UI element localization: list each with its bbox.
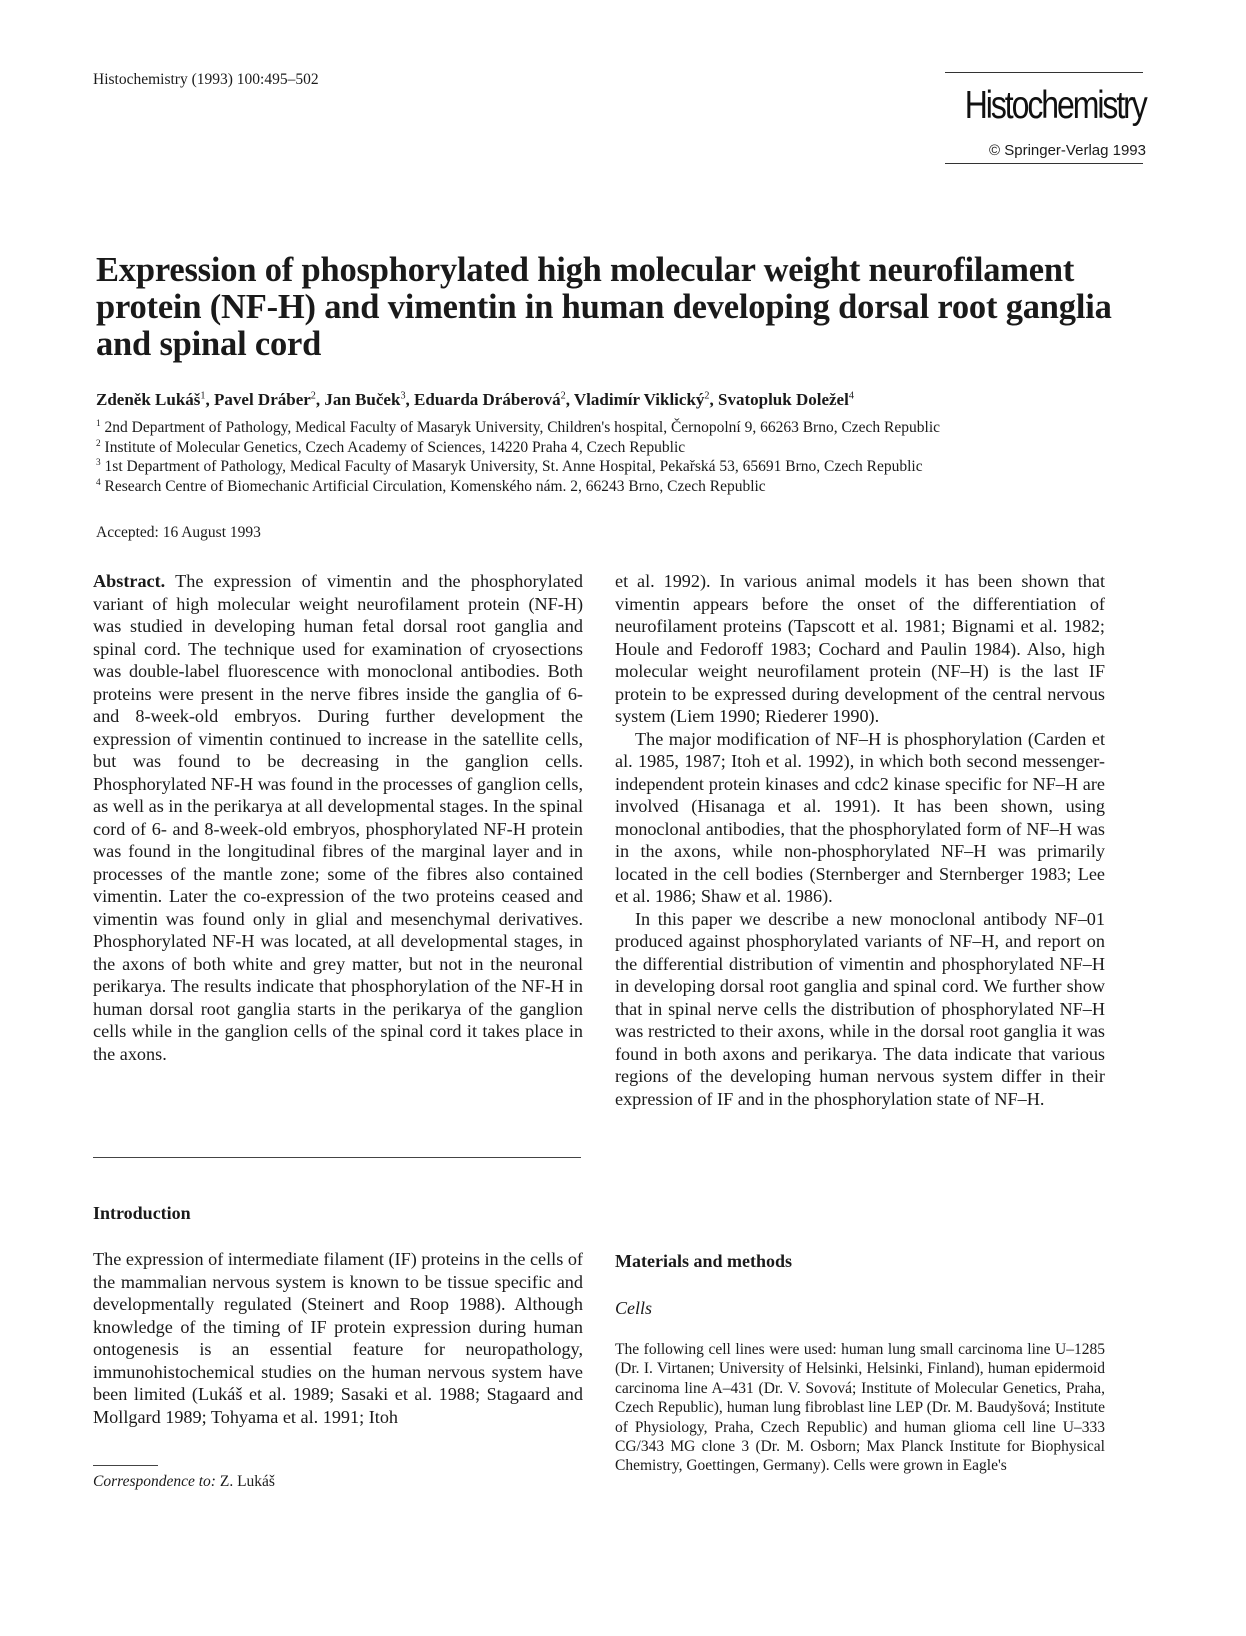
- cells-text: The following cell lines were used: human lung small carcinoma line U–1285 (Dr. I. Virtanen; University of Helsinki, Helsinki, Finland), human epidermoid carcinoma line A–431 (Dr. V. Sovová; Institute of Molecular Genetics, Praha, Czech Republic), human lung fibroblast line LEP (Dr. M. Baudyšová; Institute of Physiology, Praha, Czech Republic) and human glioma cell line U–333 CG/343 MG clone 3 (Dr. M. Osborn; Max Planck Institute for Biophysical Chemistry, Goettingen, Germany). Cells were grown in Eagle's: [615, 1341, 1105, 1475]
- journal-citation: Histochemistry (1993) 100:495–502: [93, 71, 319, 88]
- author-list: Zdeněk Lukáš$^1$, Pavel Dráber$^2$, Jan Buček$^3$, Eduarda Dráberová$^2$, Vladimír Viklický$^2$, Svatopluk Doležel$^4$: [96, 390, 854, 409]
- author: Jan Buček: [324, 390, 401, 409]
- section-divider: [93, 1157, 581, 1158]
- abstract-text: The expression of vimentin and the phosphorylated variant of high molecular weight neurofilament protein (NF-H) was studied in developing human fetal dorsal root ganglia and spinal cord. The technique used for examination of cryosections was double-label fluorescence with monoclonal antibodies. Both proteins were present in the nerve fibres inside the ganglia of 6- and 8-week-old embryos. During further development the expression of vimentin continued to increase in the satellite cells, but was found to be decreasing in the ganglion cells. Phosphorylated NF-H was found in the processes of ganglion cells, as well as in the perikarya at all developmental stages. In the spinal cord of 6- and 8-week-old embryos, phosphorylated NF-H protein was found in the longitudinal fibres of the marginal layer and in processes of the mantle zone; some of the fibres also contained vimentin. Later the co-expression of the two proteins ceased and vimentin was found only in glial and mesenchymal derivatives. Phosphorylated NF-H was located, at all developmental stages, in the axons of both white and grey matter, but not in the neuronal perikarya. The results indicate that phosphorylation of the NF-H in human dorsal root ganglia starts in the perikarya of the ganglion cells while in the ganglion cells of the spinal cord it takes place in the axons.: [93, 571, 583, 1064]
- affiliation: $^3$ 1st Department of Pathology, Medical Faculty of Masaryk University, St. Anne Hospital, Pekařská 53, 65691 Brno, Czech Republic: [96, 457, 923, 475]
- introduction-heading: Introduction: [93, 1203, 191, 1223]
- affiliation: $^2$ Institute of Molecular Genetics, Czech Academy of Sciences, 14220 Praha 4, Czech Republic: [96, 438, 686, 456]
- footnote-rule: [93, 1465, 158, 1466]
- affiliation-list: [96, 418, 1156, 496]
- journal-logo: Histochemistry: [965, 84, 1146, 127]
- author: Zdeněk Lukáš: [96, 390, 201, 409]
- accepted-date: Accepted: 16 August 1993: [96, 524, 261, 541]
- author: Vladimír Viklický: [573, 390, 705, 409]
- author: Eduarda Dráberová: [414, 390, 561, 409]
- header-rule-bottom: [945, 163, 1143, 164]
- paper-title: Expression of phosphorylated high molecular weight neurofilament protein (NF-H) and vimentin in human developing dorsal root ganglia and spinal cord: [96, 251, 1112, 363]
- abstract-label: Abstract.: [93, 571, 166, 591]
- methods-heading: Materials and methods: [615, 1251, 792, 1271]
- introduction-text: The expression of intermediate filament (IF) proteins in the cells of the mammalian nervous system is known to be tissue specific and developmentally regulated (Steinert and Roop 1988). Although knowledge of the timing of IF protein expression during human ontogenesis is an essential feature for neuropathology, immunohistochemical studies on the human nervous system have been limited (Lukáš et al. 1989; Sasaki et al. 1988; Stagaard and Mollgard 1989; Tohyama et al. 1991; Itoh: [93, 1249, 583, 1427]
- paragraph: The major modification of NF–H is phosphorylation (Carden et al. 1985, 1987; Itoh et al. 1992), in which both second messenger-independent protein kinases and cdc2 kinase specific for NF–H are involved (Hisanaga et al. 1991). It has been shown, using monoclonal antibodies, that the phosphorylated form of NF–H was in the axons, while non-phosphorylated NF–H was primarily located in the cell bodies (Sternberger and Sternberger 1983; Lee et al. 1986; Shaw et al. 1986).: [615, 728, 1105, 906]
- paragraph: In this paper we describe a new monoclonal antibody NF–01 produced against phosphorylated variants of NF–H, and report on the differential distribution of vimentin and phosphorylated NF–H in developing dorsal root ganglia and spinal cord. We further show that in spinal nerve cells the distribution of phosphorylated NF–H was restricted to their axons, while in the dorsal root ganglia it was found in both axons and perikarya. The data indicate that various regions of the developing human nervous system differ in their expression of IF and in the phosphorylation state of NF–H.: [615, 908, 1105, 1109]
- publisher-notice: © Springer-Verlag 1993: [989, 142, 1146, 159]
- affiliation: $^4$ Research Centre of Biomechanic Artificial Circulation, Komenského nám. 2, 66243 Brno, Czech Republic: [96, 477, 766, 495]
- affiliation: $^1$ 2nd Department of Pathology, Medical Faculty of Masaryk University, Children's hospital, Černopolní 9, 66263 Brno, Czech Republic: [96, 418, 941, 436]
- correspondence-note: Correspondence to: Z. Lukáš: [93, 1473, 275, 1490]
- paragraph: et al. 1992). In various animal models it has been shown that vimentin appears before the onset of the differentiation of neurofilament proteins (Tapscott et al. 1981; Bignami et al. 1982; Houle and Fedoroff 1983; Cochard and Paulin 1984). Also, high molecular weight neurofilament protein (NF–H) is the last IF protein to be expressed during development of the central nervous system (Liem 1990; Riederer 1990).: [615, 571, 1105, 726]
- author: Pavel Dráber: [214, 390, 311, 409]
- cells-subheading: Cells: [615, 1298, 653, 1318]
- author: Svatopluk Doležel: [718, 390, 849, 409]
- header-rule-top: [945, 72, 1143, 73]
- right-column-text: [615, 570, 1105, 1110]
- abstract: [93, 570, 583, 1065]
